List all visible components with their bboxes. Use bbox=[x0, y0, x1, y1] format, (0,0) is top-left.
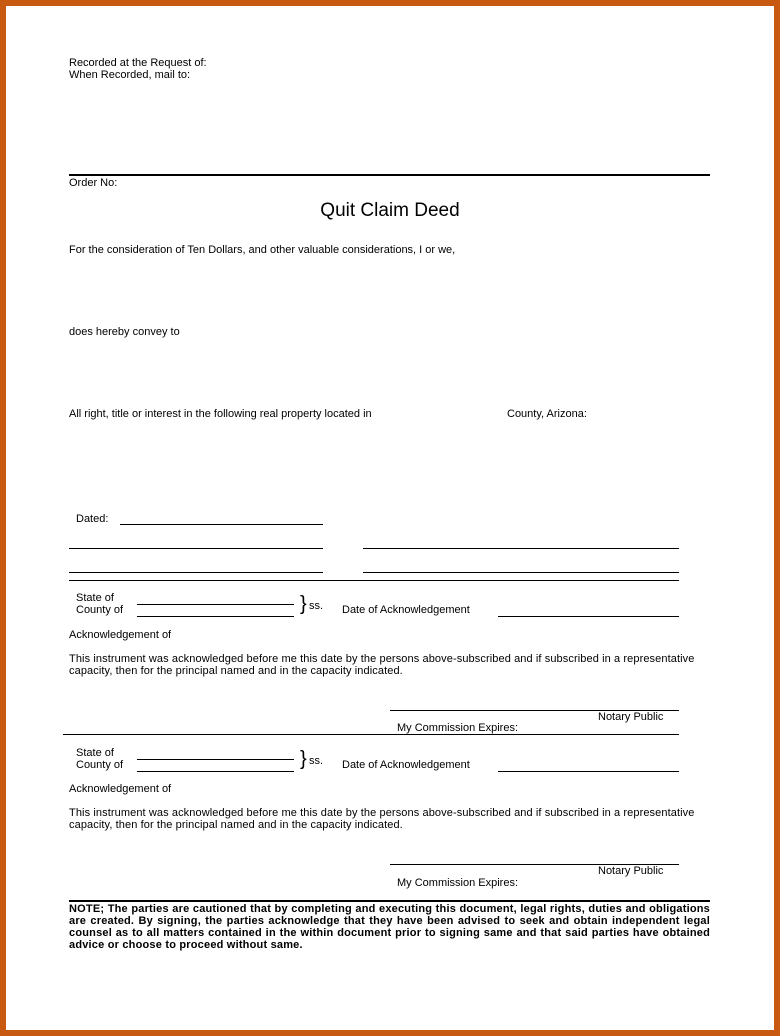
order-no-label: Order No: bbox=[69, 177, 118, 189]
property-text: All right, title or interest in the following real property located in bbox=[69, 408, 372, 420]
notary-label: Notary Public bbox=[598, 865, 664, 877]
recorded-request-label: Recorded at the Request of: bbox=[69, 57, 207, 69]
county-label: County of bbox=[76, 759, 124, 771]
disclaimer-note: NOTE; The parties are cautioned that by completing and executing this document, legal rights, duties and obligations are created. By signing, the parties acknowledge that they have been advised to seek and obtain independent legal counsel as to all matters contained in the within document prior to signing same and that said parties have obtained advice or choose to proceed without same. bbox=[69, 903, 710, 951]
consideration-text: For the consideration of Ten Dollars, and other valuable considerations, I or we, bbox=[69, 244, 456, 256]
ss-label: ss. bbox=[309, 600, 324, 612]
state-label: State of bbox=[76, 747, 114, 759]
brace-symbol: } bbox=[300, 593, 307, 615]
commission-label: My Commission Expires: bbox=[397, 877, 519, 889]
notary-label: Notary Public bbox=[598, 711, 664, 723]
convey-text: does hereby convey to bbox=[69, 326, 180, 338]
when-recorded-label: When Recorded, mail to: bbox=[69, 69, 191, 81]
state-label: State of bbox=[76, 592, 114, 604]
ack-statement: This instrument was acknowledged before me this date by the persons above-subscribed and if subscribed in a representative capacity, then for the principal named and in the capacity indicated. bbox=[69, 653, 695, 677]
brace-symbol: } bbox=[300, 748, 307, 770]
county-label: County of bbox=[76, 604, 124, 616]
ack-of-label: Acknowledgement of bbox=[69, 783, 172, 795]
dated-label: Dated: bbox=[76, 513, 109, 525]
ss-label: ss. bbox=[309, 755, 324, 767]
ack-of-label: Acknowledgement of bbox=[69, 629, 172, 641]
county-arizona-text: County, Arizona: bbox=[507, 408, 587, 420]
date-ack-label: Date of Acknowledgement bbox=[342, 604, 470, 616]
page-title: Quit Claim Deed bbox=[320, 200, 460, 221]
commission-label: My Commission Expires: bbox=[397, 722, 519, 734]
ack-statement: This instrument was acknowledged before me this date by the persons above-subscribed and if subscribed in a representative capacity, then for the principal named and in the capacity indicated. bbox=[69, 807, 695, 831]
date-ack-label: Date of Acknowledgement bbox=[342, 759, 470, 771]
